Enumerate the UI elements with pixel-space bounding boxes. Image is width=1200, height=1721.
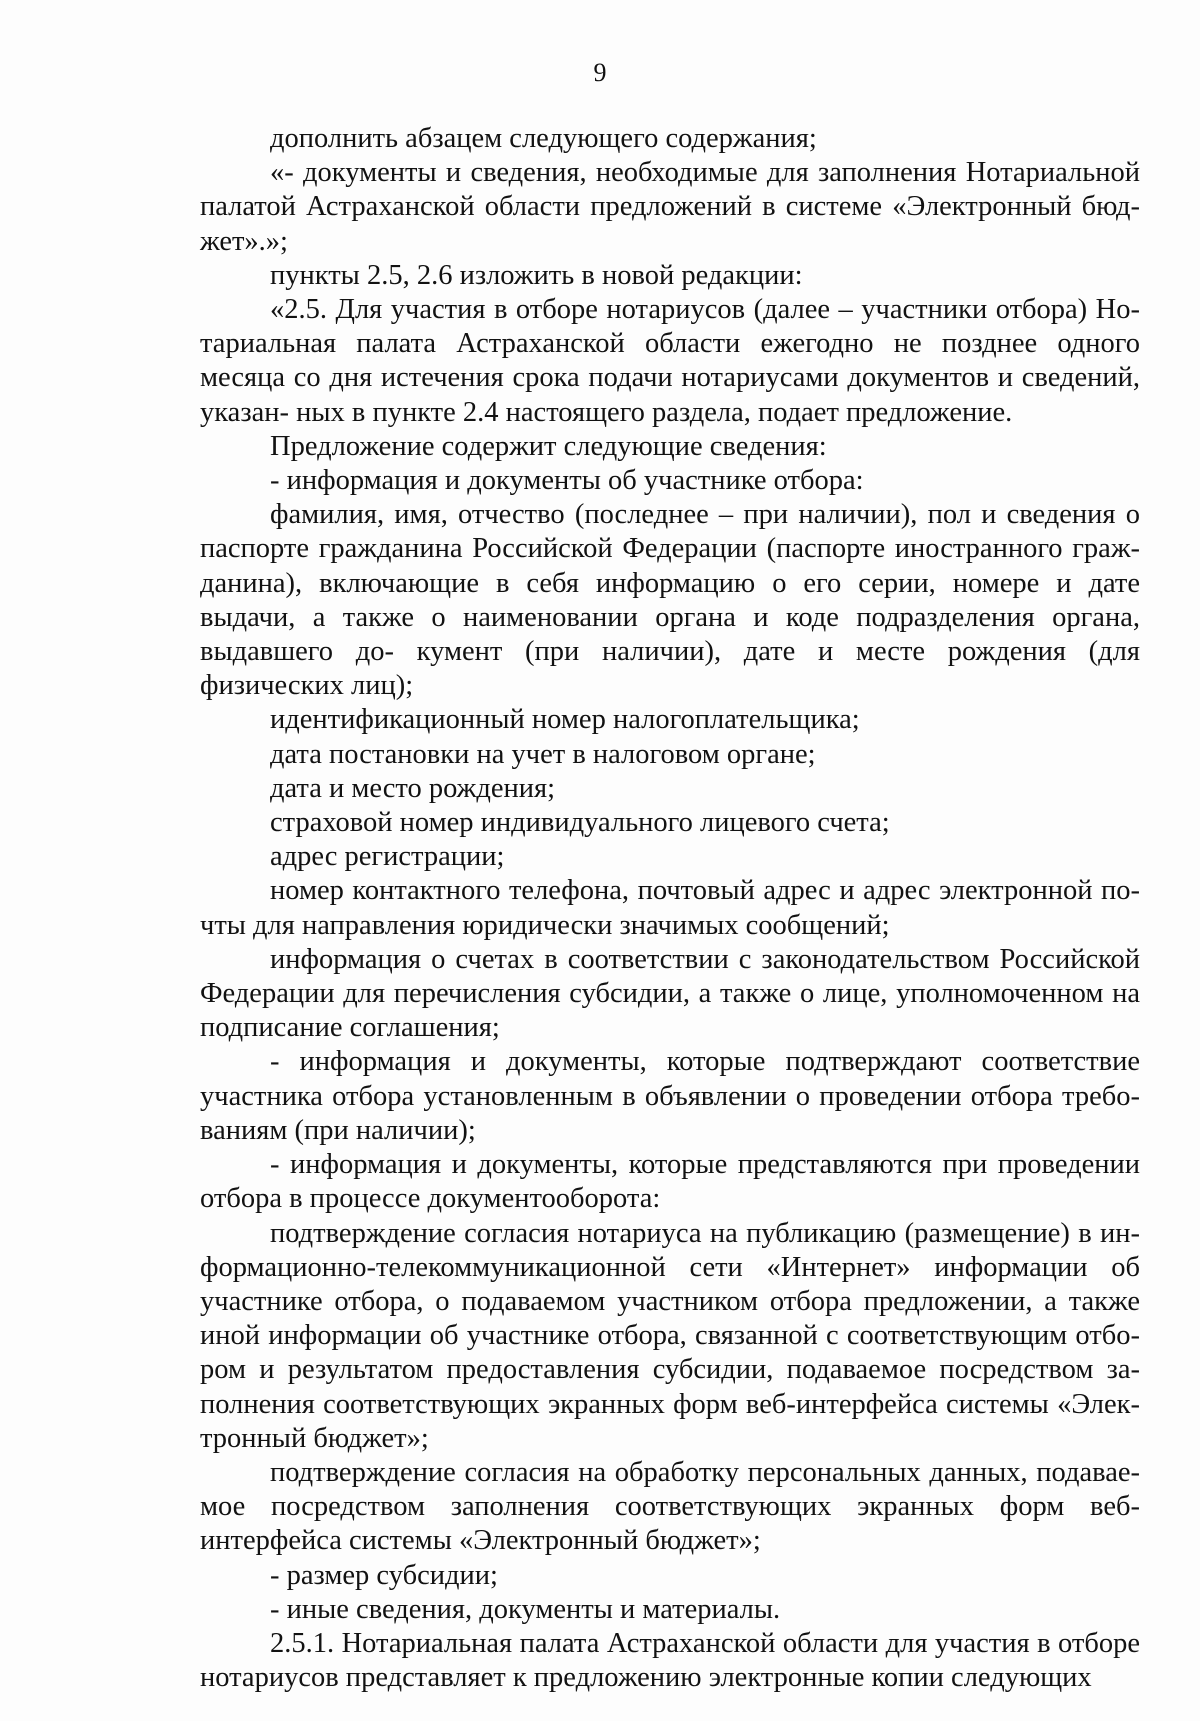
paragraph: «- документы и сведения, необходимые для заполнения Нотариальной палатой Астраханской области предложений в системе «Электронный бюд- жет».»; [200, 157, 1140, 257]
paragraph: дополнить абзацем следующего содержания; [270, 123, 817, 154]
paragraph: - информация и документы, которые представляются при проведении отбора в процессе документооборота: [200, 1149, 1140, 1215]
paragraph: Предложение содержит следующие сведения: [270, 430, 827, 462]
page-number: 9 [593, 58, 607, 87]
paragraph: - информация и документы, которые подтверждают соответствие участника отбора установленным в объявлении о проведении отбора требо- ваниям (при наличии); [200, 1046, 1140, 1146]
paragraph: подтверждение согласия на обработку персональных данных, подавае- мое посредством заполнения соответствующих экранных форм веб- интерфейса системы «Электронный бюджет»; [200, 1456, 1140, 1557]
paragraph: подтверждение согласия нотариуса на публикацию (размещение) в ин- формационно-телекоммуникационной сети «Интернет» информации об участнике отбора, о подаваемом участником отбора предложении, а также иной информации об участнике отбора, связанной с соответствующим отбо- ром и результатом предоставления субсидии, подаваемое посредством за- полнения соответствующих экранных форм веб-интерфейса системы «Элек- тронный бюджет»; [200, 1217, 1140, 1454]
paragraph: пункты 2.5, 2.6 изложить в новой редакции: [270, 259, 803, 291]
paragraph: «2.5. Для участия в отборе нотариусов (далее – участники отбора) Но- тариальная палата Астраханской области ежегодно не позднее одного месяца со дня истечения срока подачи нотариусами документов и сведений, указан- ных в пункте 2.4 настоящего раздела, подает предложение. [200, 294, 1140, 428]
document-body [200, 122, 1140, 1695]
paragraph: - размер субсидии; [270, 1559, 498, 1591]
paragraph: - информация и документы об участнике отбора: [270, 465, 864, 497]
paragraph: дата постановки на учет в налоговом органе; [270, 738, 816, 770]
paragraph: - иные сведения, документы и материалы. [270, 1593, 781, 1625]
paragraph: номер контактного телефона, почтовый адрес и адрес электронной по- чты для направления юридически значимых сообщений; [200, 875, 1140, 941]
paragraph: идентификационный номер налогоплательщика; [270, 704, 860, 736]
paragraph: фамилия, имя, отчество (последнее – при наличии), пол и сведения о паспорте гражданина Российской Федерации (паспорте иностранного граж- данина), включающие в себя информацию о его серии, номере и дате выдачи, а также о наименовании органа и коде подразделения органа, выдавшего до- кумент (при наличии), дате и месте рождения (для физических лиц); [200, 499, 1140, 702]
paragraph: информация о счетах в соответствии с законодательством Российской Федерации для перечисления субсидии, а также о лице, уполномоченном на подписание соглашения; [200, 943, 1140, 1044]
paragraph: 2.5.1. Нотариальная палата Астраханской области для участия в отборе нотариусов представляет к предложению электронные копии следующих [200, 1627, 1140, 1694]
paragraph: дата и место рождения; [270, 772, 556, 804]
paragraph: адрес регистрации; [270, 841, 505, 873]
paragraph: страховой номер индивидуального лицевого счета; [270, 807, 890, 839]
